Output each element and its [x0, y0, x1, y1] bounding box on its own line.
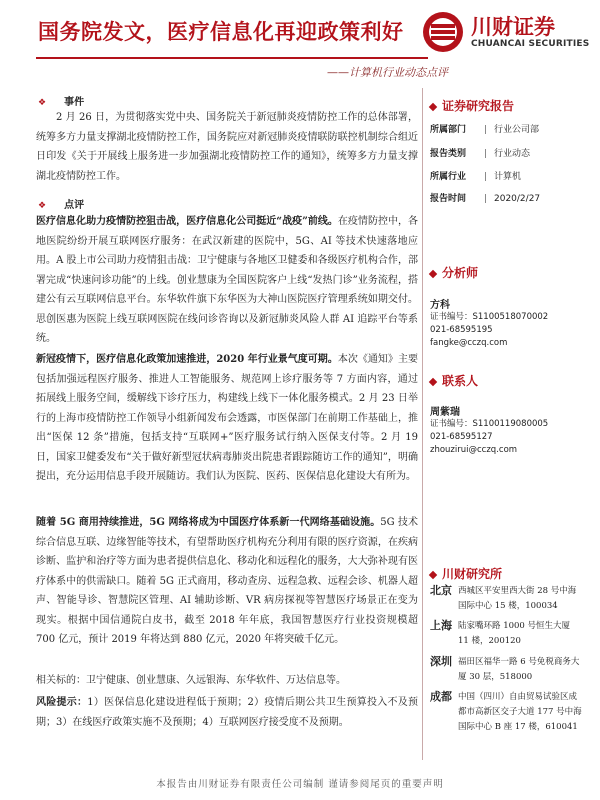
analyst-heading: 分析师 [430, 264, 478, 281]
info-row-category: 报告类别 | 行业动态 [430, 149, 531, 159]
contact-card [430, 403, 580, 457]
logo-english-name: CHUANCAI SECURITIES [471, 39, 590, 49]
comment-p1-lead: 医疗信息化助力疫情防控狙击战，医疗信息化公司挺近“战疫”前线。 [36, 216, 338, 227]
comment-paragraph-2 [36, 350, 418, 487]
comment-paragraph-1 [36, 212, 418, 349]
chuancai-logo-icon [421, 10, 465, 54]
analyst-name: 方科 [430, 300, 450, 311]
diamond-bullet-icon: ❖ [38, 201, 47, 211]
logo-chinese-name: 川财证券 [471, 15, 555, 39]
comment-p2-body: 本次《通知》主要包括加强远程医疗服务、推进人工智能服务、规范网上诊疗服务等 7 方面内容，通过拓展线上服务空间，缓解线下诊疗压力，构建线上线下一体化服务模式。2 月 23 日举行的上海市疫情防控工作领导小组新闻发布会透露，市医保部门在前期工作基础上，推出“医保 12 条”措施，包括支持“互联网+”医疗服务试行纳入医保支付等。2 月 19 日，国家卫健委发布“关于做好新型冠状病毒肺炎出院患者跟踪随访工作的通知”，明确提出，充分运用信息手段开展随访。我们认为医院、医药、医保信息化建设大有所为。 [36, 354, 418, 482]
contact-name: 周紫瑞 [430, 407, 460, 418]
office-shanghai [430, 617, 580, 653]
risk-lead: 风险提示： [36, 697, 88, 708]
office-city: 北京 [430, 584, 452, 597]
square-bullet-icon [429, 102, 437, 110]
square-bullet-icon [429, 570, 437, 578]
comment-p3-lead: 随着 5G 商用持续推进，5G 网络将成为中国医疗体系新一代网络基础设施。 [36, 517, 381, 528]
page-subtitle: ——计算机行业动态点评 [327, 66, 448, 79]
page-title: 国务院发文，医疗信息化再迎政策利好 [38, 20, 404, 44]
office-address: 陆家嘴环路 1000 号恒生大厦 11 楼，200120 [458, 621, 571, 646]
event-paragraph: 2 月 26 日，为贯彻落实党中央、国务院关于新冠肺炎疫情防控工作的总体部署，统筹多方力量支撑湖北疫情防控工作，国务院应对新冠肺炎疫情联防联控机制综合组近日印发《关于开展线上服务进一步加强湖北疫情防控工作的通知》，统筹多方力量支撑湖北疫情防控工作。 [36, 112, 418, 182]
office-city: 上海 [430, 619, 452, 632]
sidebar-divider [422, 88, 423, 760]
office-beijing [430, 582, 580, 618]
comment-p2-lead: 新冠疫情下，医疗信息化政策加速推进，2020 年行业景气度可期。 [36, 354, 338, 365]
comment-paragraph-3 [36, 513, 418, 650]
office-city: 成都 [430, 690, 452, 703]
comment-p1-body: 在疫情防控中，各地医院纷纷开展互联网医疗服务：在武汉新建的医院中，5G、AI 等技术快速落地应用。A 股上市公司助力疫情狙击战：卫宁健康与各地区卫健委和各级医疗机构合作，部署完成“快速问诊功能”的上线。创业慧康为全国医院客户上线“发热门诊”业务流程，搭建公有云互联网信息平台。东华软件旗下东华医为大神山医院医疗管理系统如期交付。思创医惠为医院上线互联网医院在线问诊咨询以及新冠肺炎风险人群 AI 追踪平台等系统。 [36, 216, 418, 344]
page-footer: 本报告由川财证券有限责任公司编制 谨请参阅尾页的重要声明 [156, 779, 444, 790]
office-address: 福田区福华一路 6 号免税商务大厦 30 层，518000 [458, 657, 580, 682]
info-row-date: 报告时间 | 2020/2/27 [430, 194, 541, 204]
report-info-heading: 证券研究报告 [430, 97, 514, 114]
risk-body: 1）医保信息化建设进程低于预期；2）疫情后期公共卫生预算投入不及预期；3）在线医疗政策实施不及预期；4）互联网医疗接受度不及预期。 [36, 697, 418, 728]
analyst-license: 证书编号：S1100518070002 [430, 312, 549, 322]
comment-heading: ❖ 点评 [38, 200, 85, 211]
info-row-department: 所属部门 | 行业公司部 [430, 125, 540, 135]
office-address: 中国（四川）自由贸易试验区成都市高新区交子大道 177 号中海国际中心 B 座 17 楼，610041 [458, 692, 582, 732]
risk-warning [36, 693, 418, 732]
office-shenzhen [430, 653, 580, 689]
related-stocks: 相关标的：卫宁健康、创业慧康、久远银海、东华软件、万达信息等。 [36, 675, 346, 686]
office-city: 深圳 [430, 655, 452, 668]
contact-heading: 联系人 [430, 372, 478, 389]
analyst-phone: 021-68595195 [430, 325, 493, 335]
header-divider [36, 57, 428, 59]
office-chengdu [430, 688, 580, 754]
info-row-industry: 所属行业 | 计算机 [430, 172, 522, 182]
office-address: 西城区平安里西大街 28 号中海国际中心 15 楼，100034 [458, 586, 577, 611]
company-heading: 川财研究所 [430, 565, 502, 582]
analyst-card [430, 296, 580, 350]
analyst-email[interactable]: fangke@cczq.com [430, 338, 508, 348]
contact-phone: 021-68595127 [430, 432, 493, 442]
contact-license: 证书编号：S1100119080005 [430, 419, 549, 429]
company-logo [421, 10, 590, 56]
square-bullet-icon [429, 377, 437, 385]
square-bullet-icon [429, 269, 437, 277]
contact-email[interactable]: zhouzirui@cczq.com [430, 445, 518, 455]
event-heading: ❖ 事件 [38, 97, 85, 108]
comment-p3-body: 5G 技术综合信息互联、边缘智能等技术，有望帮助医疗机构充分利用有限的医疗资源，在疾病诊断、监护和治疗等方面为患者提供信息化、移动化和远程化的服务，大大弥补现有医疗体系中的供需缺口。随着 5G 正式商用，移动查房、远程急救、远程会诊、机器人超声、智能导诊、智慧院区管理、AI 辅助诊断、VR 病房探视等智慧医疗场景正在变为现实。根据中国信通院白皮书，截至 2018 年年底，我国智慧医疗行业投资规模超 700 亿元，预计 2019 年将达到 880 亿元，2020 年将突破千亿元。 [36, 517, 418, 645]
diamond-bullet-icon: ❖ [38, 98, 47, 108]
